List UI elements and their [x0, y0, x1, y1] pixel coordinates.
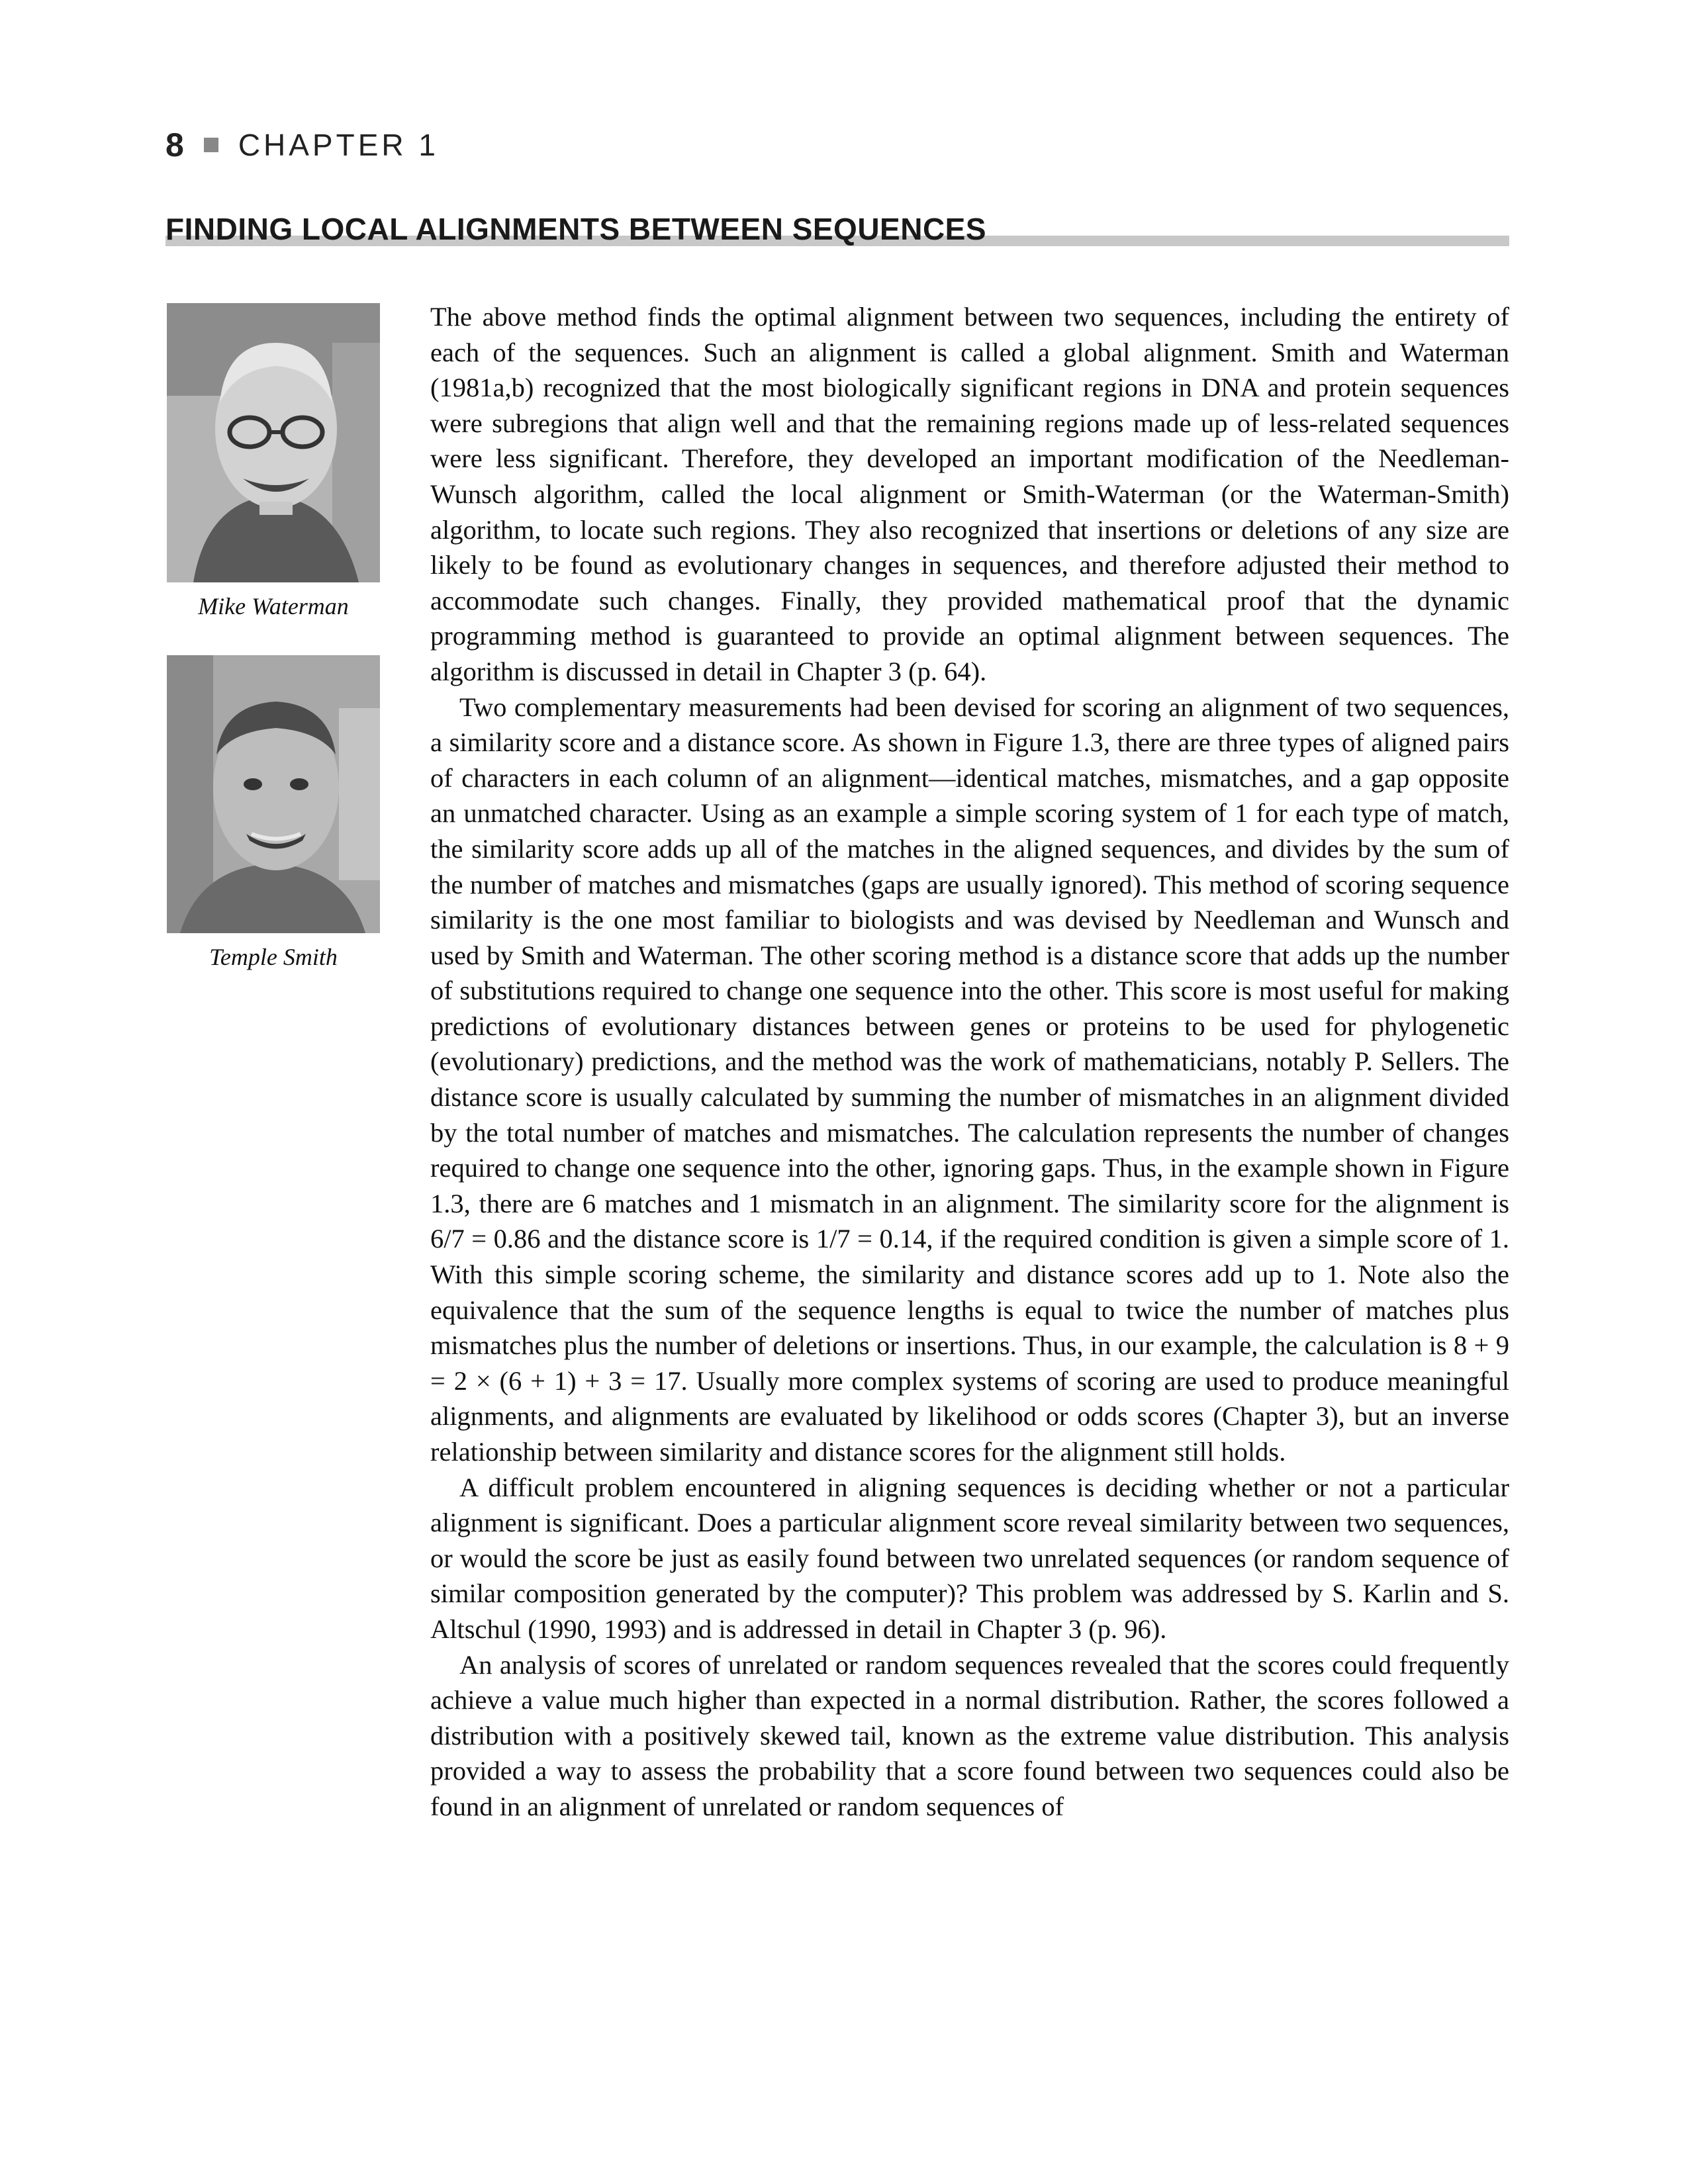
running-head	[165, 126, 439, 164]
paragraph: An analysis of scores of unrelated or random sequences revealed that the scores could frequently achieve a value much higher than expected in a normal distribution. Rather, the scores followed a distribution with a positively skewed tail, known as the extreme value distribution. This analysis provided a way to assess the probability that a score found between two sequences could also be found in an alignment of unrelated or random sequences of	[430, 1649, 1509, 1821]
body-text	[430, 299, 1509, 1825]
portrait-temple-smith	[167, 655, 380, 933]
page-number: 8	[165, 126, 184, 163]
chapter-label: CHAPTER 1	[238, 128, 439, 162]
paragraph: Two complementary measurements had been devised for scoring an alignment of two sequences, a similarity score and a distance score. As shown in Figure 1.3, there are three types of aligned pairs of characters in each column of an alignment—identical matches, mismatches, and a gap opposite an unmatched character. Using as an example a simple scoring system of 1 for each type of match, the similarity score adds up all of the matches in the aligned sequences, and divides by the sum of the number of matches and mismatches (gaps are usually ignored). This method of scoring sequence similarity is the one most familiar to biologists and was devised by Needleman and Wunsch and used by Smith and Waterman. The other scoring method is a distance score that adds up the number of substitutions required to change one sequence into the other. This score is most useful for making predictions of evolutionary distances between genes or proteins to be used for phylogenetic (evolutionary) predictions, and the method was the work of mathematicians, notably P. Sellers. The distance score is usually calculated by summing the number of mismatches in an alignment divided by the total number of matches and mismatches. The calculation represents the number of changes required to change one sequence into the other, ignoring gaps. Thus, in the example shown in Figure 1.3, there are 6 matches and 1 mismatch in an alignment. The similarity score for the alignment is 6/7 = 0.86 and the distance score is 1/7 = 0.14, if the required condition is given a simple score of 1. With this simple scoring scheme, the similarity and distance scores add up to 1. Note also the equivalence that the sum of the sequence lengths is equal to twice the number of matches plus mismatches plus the number of deletions or insertions. Thus, in our example, the calculation is 8 + 9 = 2 × (6 + 1) + 3 = 17. Usually more complex systems of scoring are used to produce meaningful alignments, and alignments are evaluated by likelihood or odds scores (Chapter 3), but an inverse relationship between similarity and distance scores for the alignment still holds.	[430, 692, 1509, 1467]
section-heading	[165, 212, 1509, 246]
section-title: FINDING LOCAL ALIGNMENTS BETWEEN SEQUENCES	[165, 212, 987, 246]
portrait-caption: Mike Waterman	[198, 593, 349, 619]
square-bullet-icon	[204, 138, 218, 152]
portrait-caption: Temple Smith	[209, 944, 338, 970]
paragraph: The above method finds the optimal alignment between two sequences, including the entirety of each of the sequences. Such an alignment is called a global alignment. Smith and Waterman (1981a,b) recognized that the most biologically significant regions in DNA and protein sequences were subregions that align well and that the remaining regions made up of less-related sequences were less significant. Therefore, they developed an important modification of the Needleman-Wunsch algorithm, called the local alignment or Smith-Waterman (or the Waterman-Smith) algorithm, to locate such regions. They also recognized that insertions or deletions of any size are likely to be found as evolutionary changes in sequences, and therefore adjusted their method to accommodate such changes. Finally, they provided mathematical proof that the dynamic programming method is guaranteed to provide an optimal alignment between sequences. The algorithm is discussed in detail in Chapter 3 (p. 64).	[430, 302, 1509, 686]
portrait-photo-icon	[167, 655, 380, 933]
portrait-mike-waterman	[167, 303, 380, 582]
paragraph: A difficult problem encountered in aligning sequences is deciding whether or not a particular alignment is significant. Does a particular alignment score reveal similarity between two sequences, or would the score be just as easily found between two unrelated sequences (or random sequence of similar composition generated by the computer)? This problem was addressed by S. Karlin and S. Altschul (1990, 1993) and is addressed in detail in Chapter 3 (p. 96).	[430, 1472, 1509, 1644]
portrait-photo-icon	[167, 303, 380, 582]
